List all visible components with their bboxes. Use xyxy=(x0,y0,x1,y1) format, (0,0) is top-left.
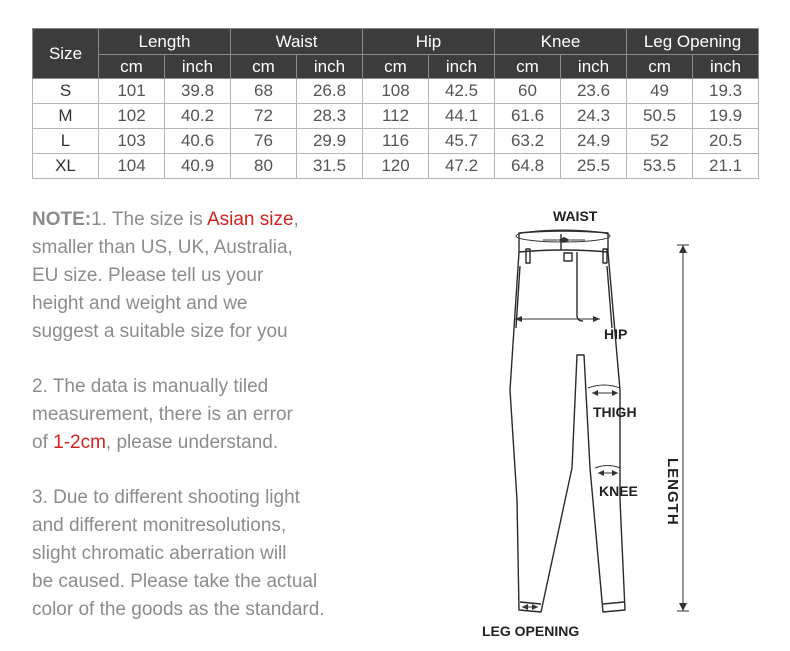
table-row xyxy=(33,79,759,104)
arrowheads xyxy=(515,237,687,611)
note-1-line: EU size. Please tell us your xyxy=(32,265,264,286)
fly-seam xyxy=(577,252,583,321)
table-cell: 29.9 xyxy=(297,129,363,154)
size-notes xyxy=(32,206,392,624)
note-2-last-line xyxy=(32,429,392,457)
note-spacer xyxy=(32,457,392,484)
table-cell: 52 xyxy=(627,129,693,154)
size-column-header: Size xyxy=(33,29,99,79)
table-cell: 24.9 xyxy=(561,129,627,154)
group-header-hip: Hip xyxy=(363,29,495,55)
group-header-length: Length xyxy=(99,29,231,55)
table-cell: 26.8 xyxy=(297,79,363,104)
note-2-line: measurement, there is an error xyxy=(32,404,293,425)
note-2-suffix: , please understand. xyxy=(105,432,279,453)
unit-header: cm xyxy=(495,55,561,79)
table-cell: 120 xyxy=(363,154,429,179)
note-3-line: and different monitresolutions, xyxy=(32,515,287,536)
unit-header: inch xyxy=(297,55,363,79)
table-cell: 45.7 xyxy=(429,129,495,154)
note-1-lead: 1. The size is xyxy=(91,209,207,230)
table-cell: 42.5 xyxy=(429,79,495,104)
table-cell: 20.5 xyxy=(693,129,759,154)
note-1-line: suggest a suitable size for you xyxy=(32,321,288,342)
note-1-line: height and weight and we xyxy=(32,293,248,314)
button xyxy=(564,253,572,261)
table-row xyxy=(33,104,759,129)
waist-label: WAIST xyxy=(553,208,598,224)
size-cell: M xyxy=(33,104,99,129)
hip-label: HIP xyxy=(604,326,628,342)
table-cell: 102 xyxy=(99,104,165,129)
knee-measure-curve xyxy=(595,466,620,469)
table-cell: 104 xyxy=(99,154,165,179)
note-3-line: be caused. Please take the actual xyxy=(32,571,318,592)
note-label: NOTE: xyxy=(32,209,92,230)
pants-outline xyxy=(510,252,628,612)
note-1-first-line xyxy=(32,206,392,234)
table-cell: 25.5 xyxy=(561,154,627,179)
unit-header: inch xyxy=(429,55,495,79)
table-cell: 23.6 xyxy=(561,79,627,104)
unit-header: cm xyxy=(99,55,165,79)
group-header-waist: Waist xyxy=(231,29,363,55)
note-3-line: 3. Due to different shooting light xyxy=(32,487,300,508)
table-cell: 60 xyxy=(495,79,561,104)
table-cell: 40.2 xyxy=(165,104,231,129)
table-cell: 64.8 xyxy=(495,154,561,179)
table-row xyxy=(33,129,759,154)
note-1-comma: , xyxy=(293,209,299,230)
note-2-line: 2. The data is manually tiled xyxy=(32,376,269,397)
table-cell: 116 xyxy=(363,129,429,154)
unit-header: cm xyxy=(627,55,693,79)
table-cell: 68 xyxy=(231,79,297,104)
size-chart-table xyxy=(32,28,759,179)
size-cell: L xyxy=(33,129,99,154)
table-cell: 103 xyxy=(99,129,165,154)
table-cell: 63.2 xyxy=(495,129,561,154)
table-cell: 61.6 xyxy=(495,104,561,129)
table-cell: 50.5 xyxy=(627,104,693,129)
unit-header: inch xyxy=(561,55,627,79)
table-cell: 80 xyxy=(231,154,297,179)
group-header-leg-opening: Leg Opening xyxy=(627,29,759,55)
thigh-measure-curve xyxy=(588,385,620,388)
note-1-line: smaller than US, UK, Australia, xyxy=(32,237,293,258)
table-cell: 40.6 xyxy=(165,129,231,154)
table-cell: 40.9 xyxy=(165,154,231,179)
table-cell: 101 xyxy=(99,79,165,104)
unit-header: cm xyxy=(363,55,429,79)
table-cell: 39.8 xyxy=(165,79,231,104)
table-cell: 24.3 xyxy=(561,104,627,129)
table-cell: 21.1 xyxy=(693,154,759,179)
group-header-knee: Knee xyxy=(495,29,627,55)
table-cell: 112 xyxy=(363,104,429,129)
table-cell: 28.3 xyxy=(297,104,363,129)
unit-header: inch xyxy=(165,55,231,79)
size-cell: S xyxy=(33,79,99,104)
table-cell: 49 xyxy=(627,79,693,104)
note-3-line: color of the goods as the standard. xyxy=(32,599,325,620)
table-cell: 76 xyxy=(231,129,297,154)
table-cell: 53.5 xyxy=(627,154,693,179)
table-cell: 72 xyxy=(231,104,297,129)
table-cell: 108 xyxy=(363,79,429,104)
leg-opening-label: LEG OPENING xyxy=(482,623,580,639)
unit-header: cm xyxy=(231,55,297,79)
pants-measurement-diagram xyxy=(480,200,740,650)
note-3-line: slight chromatic aberration will xyxy=(32,543,287,564)
asian-size-highlight: Asian size xyxy=(206,209,294,230)
table-cell: 31.5 xyxy=(297,154,363,179)
knee-label: KNEE xyxy=(599,483,638,499)
thigh-label: THIGH xyxy=(593,404,637,420)
table-cell: 44.1 xyxy=(429,104,495,129)
table-cell: 19.3 xyxy=(693,79,759,104)
length-label: LENGTH xyxy=(664,458,681,526)
pants-illustration xyxy=(480,200,740,650)
note-spacer xyxy=(32,346,392,373)
table-cell: 19.9 xyxy=(693,104,759,129)
note-2-prefix: of xyxy=(32,432,54,453)
table-row xyxy=(33,154,759,179)
table-cell: 47.2 xyxy=(429,154,495,179)
size-cell: XL xyxy=(33,154,99,179)
error-range-highlight: 1-2cm xyxy=(53,432,106,453)
unit-header: inch xyxy=(693,55,759,79)
